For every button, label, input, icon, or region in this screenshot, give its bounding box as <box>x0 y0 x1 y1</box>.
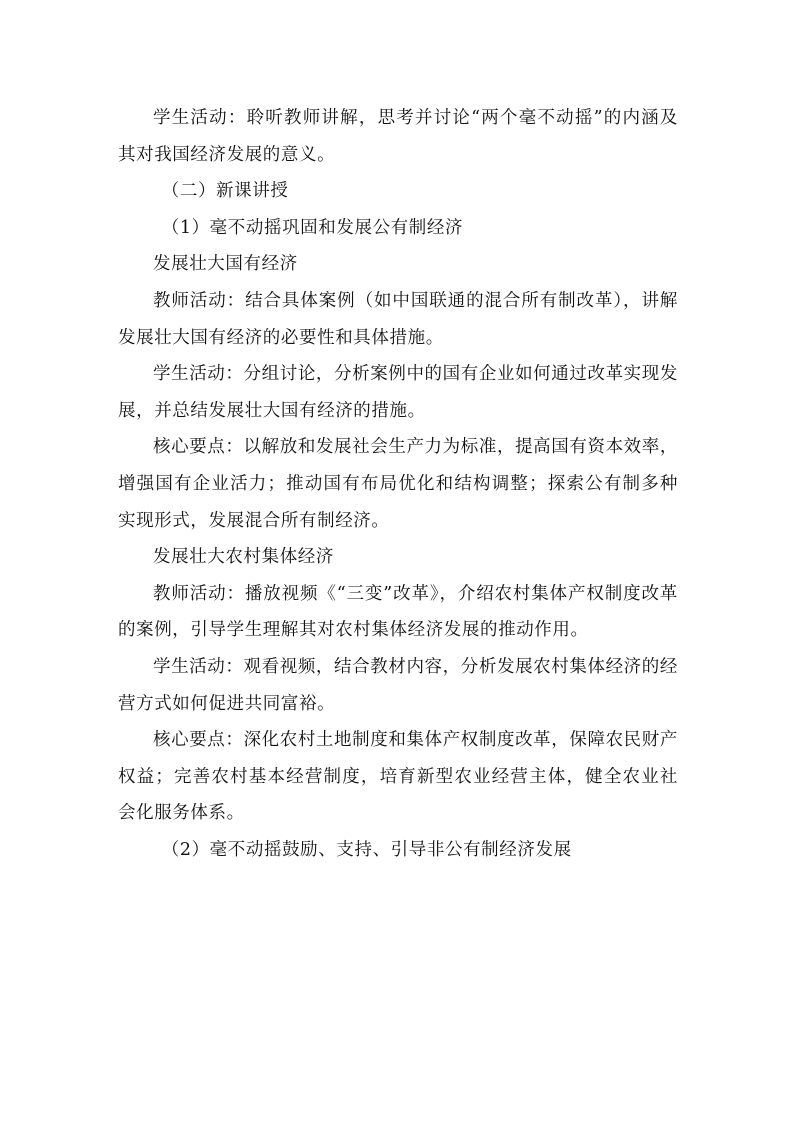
paragraph-student-activity-state: 学生活动：分组讨论，分析案例中的国有企业如何通过改革实现发展，并总结发展壮大国有经济的措施。 <box>118 364 678 421</box>
document-body <box>118 100 678 868</box>
section-heading-new-lesson: （二）新课讲授 <box>161 181 289 202</box>
paragraph-teacher-activity-state: 教师活动：结合具体案例（如中国联通的混合所有制改革），讲解发展壮大国有经济的必要性和具体措施。 <box>118 290 678 348</box>
topic-heading-state-economy: 发展壮大国有经济 <box>153 254 298 275</box>
paragraph-student-activity-intro: 学生活动：聆听教师讲解，思考并讨论“两个毫不动摇”的内涵及其对我国经济发展的意义。 <box>118 108 678 165</box>
paragraph-key-points-rural: 核心要点：深化农村土地制度和集体产权制度改革，保障农民财产权益；完善农村基本经营制度，培育新型农业经营主体，健全农业社会化服务体系。 <box>118 730 678 824</box>
paragraph-teacher-activity-rural: 教师活动：播放视频《“三变”改革》，介绍农村集体产权制度改革的案例，引导学生理解其对农村集体经济发展的推动作用。 <box>118 583 679 641</box>
paragraph-student-activity-rural: 学生活动：观看视频，结合教材内容，分析发展农村集体经济的经营方式如何促进共同富裕。 <box>118 656 678 714</box>
subsection-heading-non-public: （2）毫不动摇鼓励、支持、引导非公有制经济发展 <box>161 839 572 860</box>
subsection-heading-public-ownership: （1）毫不动摇巩固和发展公有制经济 <box>161 217 464 238</box>
paragraph-key-points-state: 核心要点：以解放和发展社会生产力为标准，提高国有资本效率，增强国有企业活力；推动国有布局优化和结构调整；探索公有制多种实现形式，发展混合所有制经济。 <box>118 437 678 531</box>
topic-heading-rural-collective: 发展壮大农村集体经济 <box>153 547 334 568</box>
